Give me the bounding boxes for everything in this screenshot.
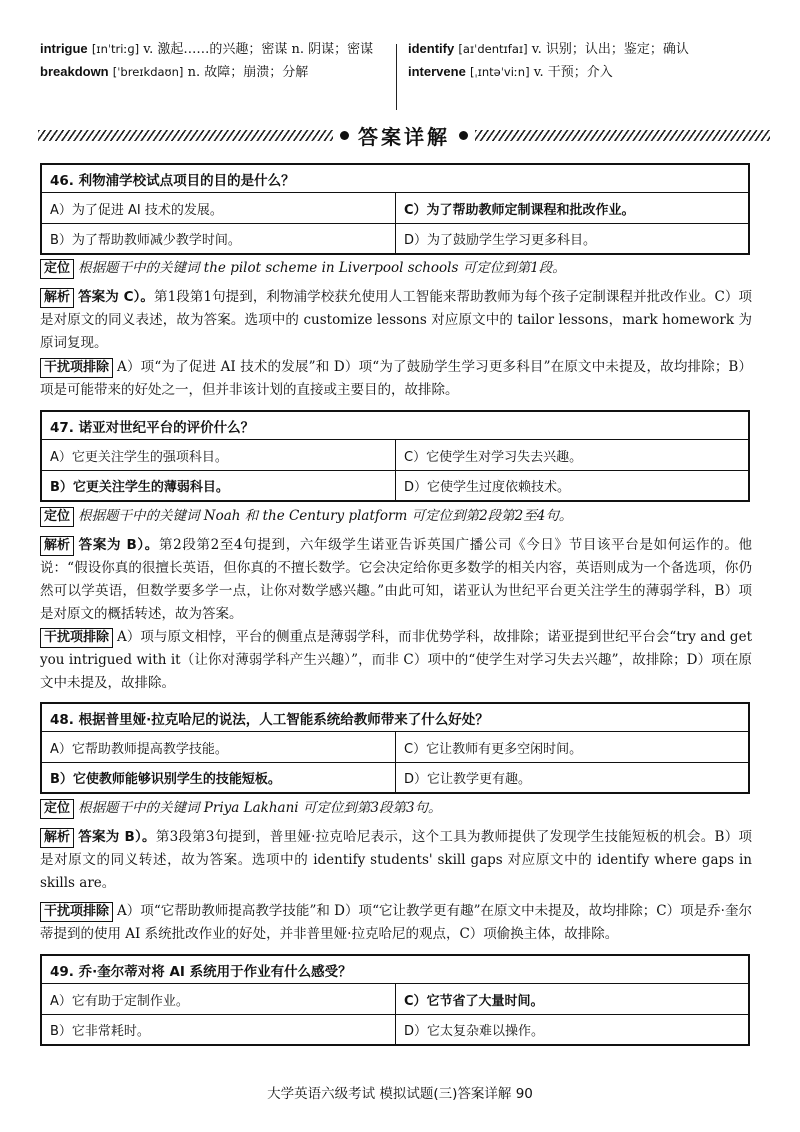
locate-label: 定位 [40,507,74,527]
vocab-definition: v. 识别；认出；鉴定；确认 [531,42,689,57]
q49-option-b: B）它非常耗时。 [50,1024,150,1039]
exclude-text: A）项“为了促进 AI 技术的发展”和 D）项“为了鼓励学生学习更多科目”在原文中未提及，故均排除；B）项是可能带来的好处之一，但并非该计划的直接或主要目的，故排除。 [40,359,752,398]
q46-option-a: A）为了促进 AI 技术的发展。 [50,202,223,218]
section-banner [38,120,770,150]
q48-option-c: C）它让教师有更多空闲时间。 [395,732,748,762]
vocab-entry [40,61,392,84]
locate-label: 定位 [40,259,74,279]
question-46-table [40,163,750,255]
q48-analysis [40,826,752,895]
vocab-phonetic: [ɪnˈtriːɡ] [91,42,140,56]
vocab-entry [40,38,392,61]
vocab-definition: n. 故障；崩溃；分解 [187,65,309,80]
q46-option-d: D）为了鼓励学生学习更多科目。 [395,224,748,253]
analysis-label: 解析 [40,536,74,556]
vocab-divider [396,44,397,110]
bullet-dot-icon [340,131,349,140]
q48-option-a: A）它帮助教师提高教学技能。 [50,741,228,757]
vocab-entry [408,38,768,61]
locate-label: 定位 [40,799,74,819]
q46-analysis [40,286,752,355]
vocab-phonetic: [ˈbreɪkdaʊn] [112,65,184,79]
vocab-word: breakdown [40,64,109,79]
locate-text: 根据题干中的关键词 Priya Lakhani 可定位到第3段第3句。 [78,800,442,816]
q47-option-a: A）它更关注学生的强项科目。 [50,449,228,465]
question-49-table [40,954,750,1046]
q47-analysis [40,534,752,626]
q48-exclude [40,900,752,946]
vocab-entry [408,61,768,84]
q46-exclude [40,356,752,402]
exclude-text: A）项与原文相悖，平台的侧重点是薄弱学科，而非优势学科，故排除；诺亚提到世纪平台会“try and get you intrigued with it（让你对薄弱学科产生兴趣）”，而非 C）项中的“使学生对学习失去兴趣”，故排除；D）项在原文中未提及，故排除。 [40,629,752,691]
q49-option-a: A）它有助于定制作业。 [50,993,189,1009]
question-47-table [40,410,750,502]
exclude-label: 干扰项排除 [40,358,113,378]
analysis-text: 第2段第2至4句提到，六年级学生诺亚告诉英国广播公司《今日》节目该平台是如何运作的。他说：“假设你真的很擅长英语，但你真的不擅长数学。它会决定给你更多数学的相关内容，英语则成为一个备选项，你仍然可以学英语，但数学要多学一点，让你对数学感兴趣。”由此可知，诺亚认为世纪平台更关注学生的薄弱学科，B）项是对原文的概括转述，故为答案。 [40,537,752,622]
vocab-word: intervene [408,64,466,79]
vocab-column-right [408,38,768,84]
q49-option-c: C）它节省了大量时间。 [395,984,748,1014]
vocab-phonetic: [ˌɪntəˈviːn] [469,65,530,79]
analysis-text: 第3段第3句提到，普里娅·拉克哈尼表示，这个工具为教师提供了发现学生技能短板的机会。B）项是对原文的同义转述，故为答案。选项中的 identify students' skill gaps 对应原文中的 identify where gaps in skills are。 [40,829,752,891]
q46-option-b: B）为了帮助教师减少教学时间。 [50,233,241,248]
analysis-label: 解析 [40,828,74,848]
exclude-label: 干扰项排除 [40,902,113,922]
hatch-decoration-right [475,130,770,141]
exclude-label: 干扰项排除 [40,628,113,648]
answer-text: 答案为 B）。 [78,829,156,845]
vocab-definition: v. 干预；介入 [533,65,613,80]
vocab-column-left [40,38,392,84]
question-47-stem: 47. 诺亚对世纪平台的评价什么？ [42,412,748,440]
page-footer: 大学英语六级考试 模拟试题(三)答案详解 90 [267,1086,533,1102]
exclude-text: A）项“它帮助教师提高教学技能”和 D）项“它让教学更有趣”在原文中未提及，故均排除；C）项是乔·奎尔蒂提到的使用 AI 系统批改作业的好处，并非普里娅·拉克哈尼的观点，C）项偷换主体，故排除。 [40,903,752,942]
question-46-stem: 46. 利物浦学校试点项目的目的是什么？ [42,165,748,193]
q48-option-b: B）它使教师能够识别学生的技能短板。 [50,772,281,787]
hatch-decoration-left [38,130,333,141]
question-48-stem: 48. 根据普里娅·拉克哈尼的说法，人工智能系统给教师带来了什么好处？ [42,704,748,732]
q47-exclude [40,626,752,695]
vocab-phonetic: [aɪˈdentɪfaɪ] [458,42,528,56]
question-48-table [40,702,750,794]
answer-text: 答案为 B）。 [78,537,159,553]
locate-text: 根据题干中的关键词 Noah 和 the Century platform 可定位到第2段第2至4句。 [78,508,573,524]
q48-option-d: D）它让教学更有趣。 [395,763,748,792]
vocab-word: identify [408,41,455,56]
q47-locate [40,505,752,528]
analysis-label: 解析 [40,288,74,308]
q49-option-d: D）它太复杂难以操作。 [395,1015,748,1044]
bullet-dot-icon [459,131,468,140]
section-title: 答案详解 [358,124,450,149]
q47-option-c: C）它使学生对学习失去兴趣。 [395,440,748,470]
vocab-word: intrigue [40,41,88,56]
vocab-definition: v. 激起……的兴趣；密谋 n. 阴谋；密谋 [143,42,374,57]
vocabulary-box [40,38,770,110]
q47-option-d: D）它使学生过度依赖技术。 [395,471,748,500]
locate-text: 根据题干中的关键词 the pilot scheme in Liverpool schools 可定位到第1段。 [78,260,566,276]
q48-locate [40,797,752,820]
q47-option-b: B）它更关注学生的薄弱科目。 [50,480,229,495]
question-49-stem: 49. 乔·奎尔蒂对将 AI 系统用于作业有什么感受？ [42,956,748,984]
answer-text: 答案为 C）。 [78,289,155,305]
q46-option-c: C）为了帮助教师定制课程和批改作业。 [395,193,748,223]
q46-locate [40,257,752,280]
analysis-text: 第1段第1句提到，利物浦学校获允使用人工智能来帮助教师为每个孩子定制课程并批改作业。C）项是对原文的同义表述，故为答案。选项中的 customize lessons 对应原文中的 tailor lessons，mark homework 为原词复现。 [40,289,752,351]
